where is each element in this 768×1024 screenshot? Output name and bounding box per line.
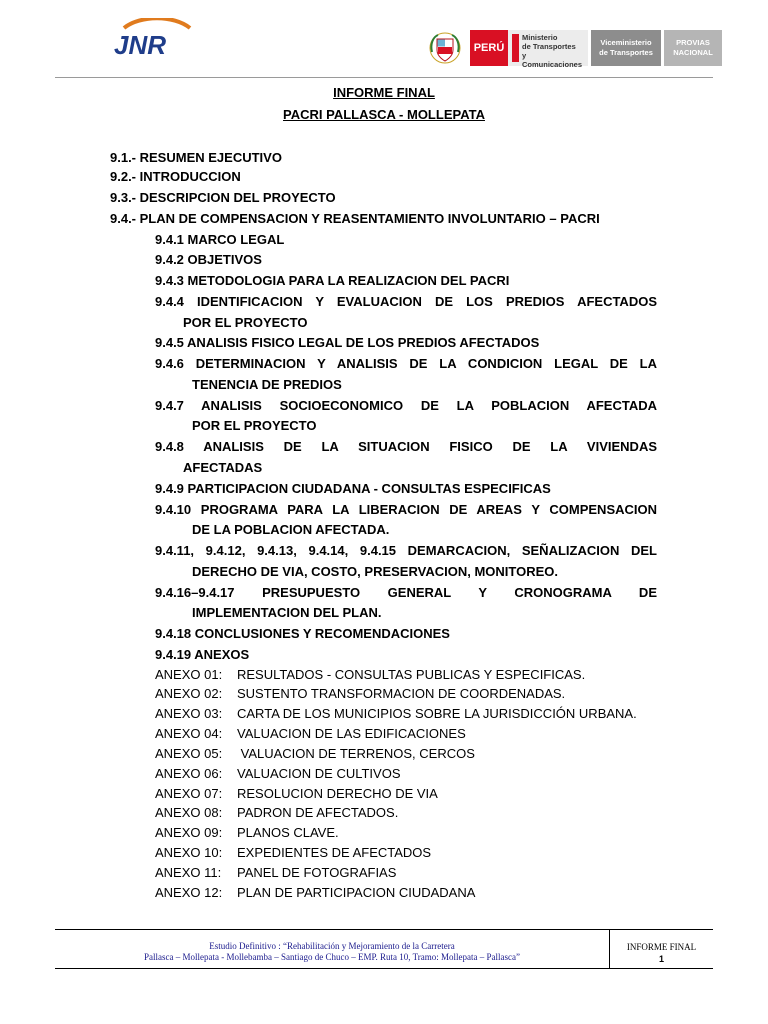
toc-item-9-4-6-cont: TENENCIA DE PREDIOS [192, 377, 342, 392]
annex-item: ANEXO 06: VALUACION DE CULTIVOS [155, 766, 401, 781]
toc-item-9-4-9: 9.4.9 PARTICIPACION CIUDADANA - CONSULTAS ESPECIFICAS [155, 481, 551, 496]
annex-item: ANEXO 02: SUSTENTO TRANSFORMACION DE COORDENADAS. [155, 686, 566, 701]
toc-item-9-4-8: 9.4.8 ANALISIS DE LA SITUACION FISICO DE LA VIVIENDAS [155, 439, 657, 454]
toc-item-9-4-7: 9.4.7 ANALISIS SOCIOECONOMICO DE LA POBLACION AFECTADA [155, 398, 657, 413]
jnr-logo [112, 18, 202, 60]
header-divider [55, 77, 713, 78]
toc-section-9-4: 9.4.- PLAN DE COMPENSACION Y REASENTAMIENTO INVOLUNTARIO – PACRI [110, 211, 600, 226]
toc-item-9-4-19: 9.4.19 ANEXOS [155, 647, 250, 662]
toc-item-9-4-11-15: 9.4.11, 9.4.12, 9.4.13, 9.4.14, 9.4.15 DEMARCACION, SEÑALIZACION DEL [155, 543, 657, 558]
toc-item-9-4-7-cont: POR EL PROYECTO [192, 418, 317, 433]
peru-coat-of-arms-icon [420, 30, 470, 67]
annex-item: ANEXO 03: CARTA DE LOS MUNICIPIOS SOBRE LA JURISDICCIÓN URBANA. [155, 706, 637, 721]
toc-item-9-4-3: 9.4.3 METODOLOGIA PARA LA REALIZACION DEL PACRI [155, 273, 510, 288]
toc-item-9-4-1: 9.4.1 MARCO LEGAL [155, 232, 285, 247]
document-subtitle: PACRI PALLASCA - MOLLEPATA [283, 107, 485, 122]
toc-item-9-4-11-15-cont: DERECHO DE VIA, COSTO, PRESERVACION, MONITOREO. [192, 564, 558, 579]
annex-item: ANEXO 08: PADRON DE AFECTADOS. [155, 805, 399, 820]
toc-item-9-4-10-cont: DE LA POBLACION AFECTADA. [192, 522, 390, 537]
annex-item: ANEXO 10: EXPEDIENTES DE AFECTADOS [155, 845, 432, 860]
annex-item: ANEXO 09: PLANOS CLAVE. [155, 825, 339, 840]
footer-bottom-border [55, 968, 713, 969]
toc-item-9-4-18: 9.4.18 CONCLUSIONES Y RECOMENDACIONES [155, 626, 450, 641]
toc-item-9-4-10: 9.4.10 PROGRAMA PARA LA LIBERACION DE AREAS Y COMPENSACION [155, 502, 657, 517]
toc-item-9-4-16-17: 9.4.16–9.4.17 PRESUPUESTO GENERAL Y CRONOGRAMA DE [155, 585, 657, 600]
toc-section-9-3: 9.3.- DESCRIPCION DEL PROYECTO [110, 190, 336, 205]
vice-ministry-label: Viceministerio de Transportes [591, 30, 661, 66]
annex-item: ANEXO 11: PANEL DE FOTOGRAFIAS [155, 865, 397, 880]
peru-badge: PERÚ [470, 30, 508, 66]
toc-section-9-1: 9.1.- RESUMEN EJECUTIVO [110, 150, 282, 165]
toc-item-9-4-4-cont: POR EL PROYECTO [183, 315, 308, 330]
document-title: INFORME FINAL [333, 85, 435, 100]
toc-item-9-4-5: 9.4.5 ANALISIS FISICO LEGAL DE LOS PREDIOS AFECTADOS [155, 335, 540, 350]
footer-report-info [610, 941, 713, 965]
toc-item-9-4-2: 9.4.2 OBJETIVOS [155, 252, 262, 267]
footer-top-border [55, 929, 713, 930]
government-logo-band [420, 30, 722, 67]
toc-section-9-2: 9.2.- INTRODUCCION [110, 169, 241, 184]
toc-item-9-4-16-17-cont: IMPLEMENTACION DEL PLAN. [192, 605, 382, 620]
page-number: 1 [658, 954, 664, 964]
footer-report-label: INFORME FINAL [626, 942, 697, 952]
footer-study-title: Estudio Definitivo : “Rehabilitación y Mejoramiento de la Carretera Pallasca – Mollepata - Mollebamba – Santiago de Chuco – EMP. Ruta 10, Tramo: Mollepata – Pallasca” [144, 941, 520, 962]
toc-item-9-4-6: 9.4.6 DETERMINACION Y ANALISIS DE LA CONDICION LEGAL DE LA [155, 356, 657, 371]
toc-item-9-4-8-cont: AFECTADAS [183, 460, 263, 475]
annex-item: ANEXO 01: RESULTADOS - CONSULTAS PUBLICAS Y ESPECIFICAS. [155, 667, 586, 682]
toc-item-9-4-4: 9.4.4 IDENTIFICACION Y EVALUACION DE LOS PREDIOS AFECTADOS [155, 294, 657, 309]
provias-label: PROVIAS NACIONAL [664, 30, 722, 66]
svg-text:JNR: JNR [114, 30, 167, 60]
ministry-label: Ministerio de Transportes y Comunicaciones [508, 30, 588, 66]
annex-item: ANEXO 04: VALUACION DE LAS EDIFICACIONES [155, 726, 466, 741]
annex-item: ANEXO 05: VALUACION DE TERRENOS, CERCOS [155, 746, 475, 761]
annex-item: ANEXO 07: RESOLUCION DERECHO DE VIA [155, 786, 438, 801]
page-header [0, 0, 768, 80]
annex-item: ANEXO 12: PLAN DE PARTICIPACION CIUDADANA [155, 885, 476, 900]
